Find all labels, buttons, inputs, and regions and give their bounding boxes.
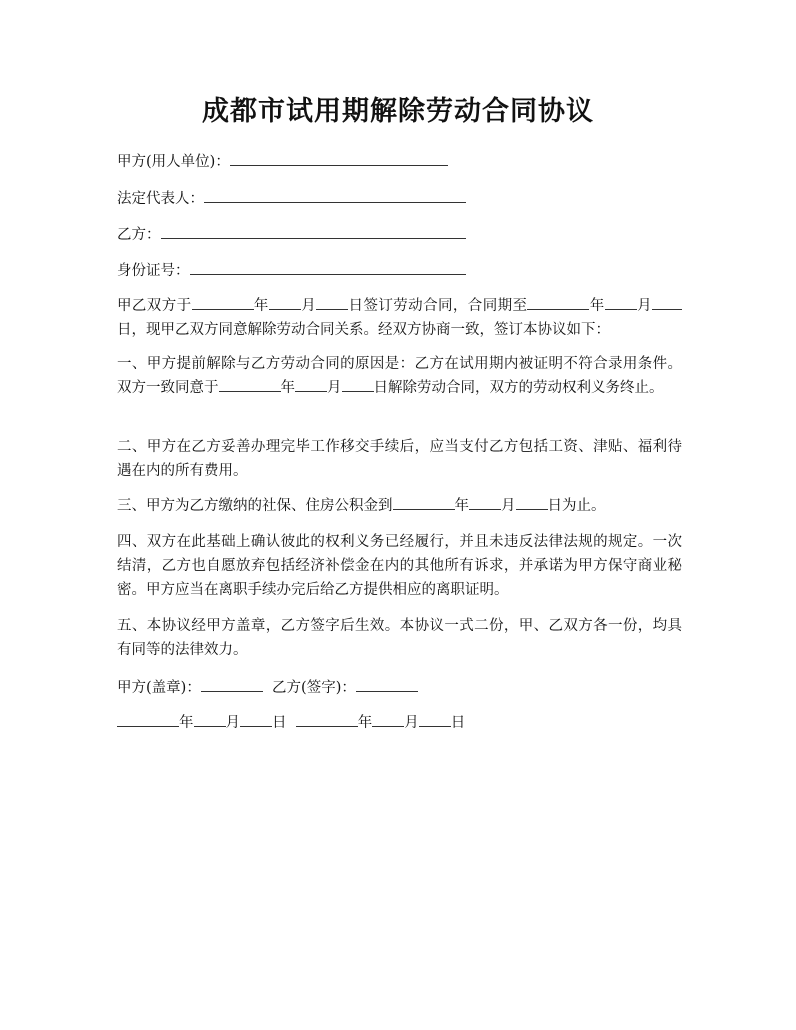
clause-text: 日为止。 <box>547 498 606 514</box>
party-b-sign-label: 乙方(签字)： <box>272 680 356 696</box>
blank-line <box>356 676 418 692</box>
signature-line <box>117 676 682 699</box>
field-id-no <box>117 259 682 282</box>
blank-line <box>469 494 501 510</box>
clause-5: 五、本协议经甲方盖章，乙方签字后生效。本协议一式二份，甲、乙双方各一份，均具有同等的法律效力。 <box>117 618 682 658</box>
blank-line <box>372 711 404 727</box>
field-label: 乙方： <box>117 227 161 243</box>
unit-day: 日 <box>272 715 287 731</box>
unit-year: 年 <box>454 498 469 514</box>
blank-line <box>516 494 548 510</box>
blank-line <box>230 150 448 166</box>
field-party-a <box>117 150 682 173</box>
blank-line <box>342 376 374 392</box>
field-label: 身份证号： <box>117 263 190 279</box>
unit-month: 月 <box>636 298 653 314</box>
unit-year: 年 <box>253 298 269 314</box>
unit-month: 月 <box>501 498 516 514</box>
date-line <box>117 711 682 734</box>
document-title: 成都市试用期解除劳动合同协议 <box>202 96 594 127</box>
blank-line <box>295 376 327 392</box>
blank-line <box>316 294 348 310</box>
clause-2: 二、甲方在乙方妥善办理完毕工作移交手续后，应当支付乙方包括工资、津贴、福利待遇在内的所有费用。 <box>117 439 682 479</box>
blank-line <box>192 294 254 310</box>
intro-paragraph <box>117 294 682 342</box>
intro-text: 日，现甲乙双方同意解除劳动合同关系。经双方协商一致，签订本协议如下： <box>117 322 610 338</box>
clause-text: 三、甲方为乙方缴纳的社保、住房公积金到 <box>117 498 393 514</box>
blank-line <box>161 223 466 239</box>
party-a-seal-label: 甲方(盖章)： <box>117 680 201 696</box>
unit-year: 年 <box>357 715 373 731</box>
field-legal-rep <box>117 187 682 210</box>
unit-month: 月 <box>327 380 342 396</box>
field-label: 甲方(用人单位)： <box>117 154 230 170</box>
intro-text: 日签订劳动合同，合同期至 <box>348 298 528 314</box>
blank-line <box>219 376 281 392</box>
clause-4: 四、双方在此基础上确认彼此的权利义务已经履行，并且未违反法律法规的规定。一次结清，乙方也自愿放弃包括经济补偿金在内的其他所有诉求，并承诺为甲方保守商业秘密。甲方应当在离职手续办完后给乙方提供相应的离职证明。 <box>117 534 682 598</box>
blank-line <box>190 259 466 275</box>
blank-line <box>117 711 179 727</box>
clause-text: 日解除劳动合同，双方的劳动权利义务终止。 <box>373 380 664 396</box>
blank-line <box>201 676 263 692</box>
field-label: 法定代表人： <box>117 191 204 207</box>
blank-line <box>269 294 301 310</box>
unit-month: 月 <box>300 298 317 314</box>
blank-line <box>527 294 589 310</box>
blank-line <box>419 711 451 727</box>
blank-line <box>296 711 358 727</box>
unit-month: 月 <box>404 715 419 731</box>
clause-3 <box>117 494 682 518</box>
unit-year: 年 <box>280 380 295 396</box>
blank-line <box>204 187 466 203</box>
unit-day: 日 <box>450 715 466 731</box>
unit-month: 月 <box>225 715 240 731</box>
field-party-b <box>117 223 682 246</box>
blank-line <box>194 711 226 727</box>
blank-line <box>240 711 272 727</box>
blank-line <box>605 294 637 310</box>
blank-line <box>393 494 455 510</box>
unit-year: 年 <box>179 715 194 731</box>
unit-year: 年 <box>589 298 605 314</box>
blank-line <box>652 294 682 310</box>
clause-text: 一、甲方提前解除与乙方劳动合同的原因是：乙方在试用期内被证明不符合录用条件。双方一致同意于 <box>117 356 682 396</box>
intro-text: 甲乙双方于 <box>117 298 192 314</box>
clause-1 <box>117 352 682 400</box>
